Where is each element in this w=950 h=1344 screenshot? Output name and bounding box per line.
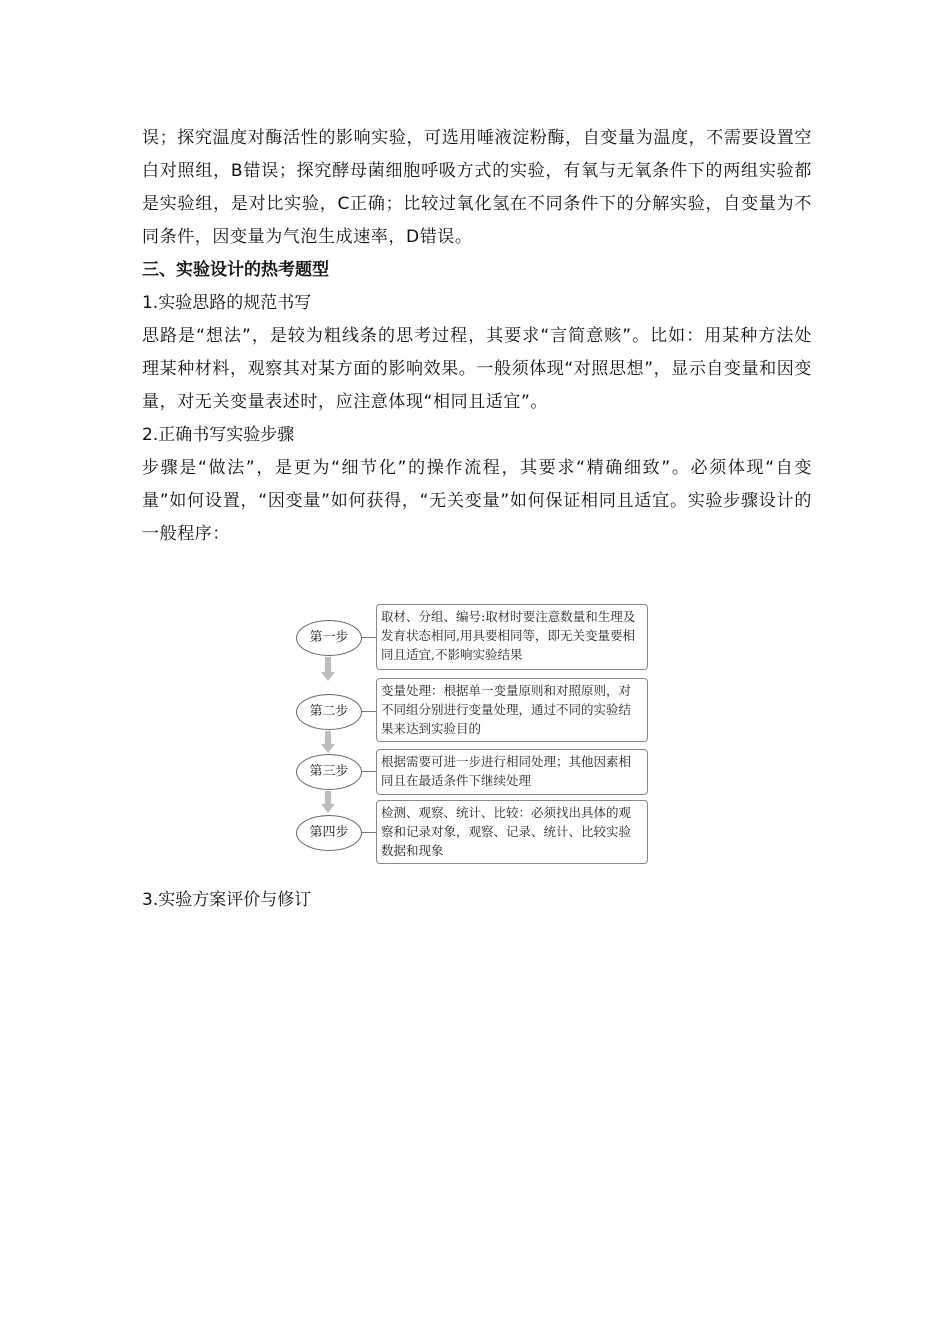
step-2-oval: 第二步 [296, 694, 362, 730]
step-2-connector [362, 711, 376, 712]
arrow-down-icon [325, 731, 331, 745]
step-4-oval: 第四步 [296, 815, 362, 851]
step-3-oval: 第三步 [296, 754, 362, 790]
subsection-text-2: 步骤是“做法”，是更为“细节化”的操作流程，其要求“精确细致”。必须体现“自变量”如何设置，“因变量”如何获得，“无关变量”如何保证相同且适宜。实验步骤设计的一般程序： [142, 458, 812, 544]
step-3-connector [362, 771, 376, 772]
step-1-oval: 第一步 [296, 620, 362, 656]
arrow-down-icon [325, 791, 331, 805]
step-4-connector [362, 832, 376, 833]
step-1-connector [362, 637, 376, 638]
step-4-box: 检测、观察、统计、比较：必须找出具体的观察和记录对象，观察、记录、统计、比较实验数据和现象 [376, 800, 648, 864]
subsection-text-1: 思路是“想法”，是较为粗线条的思考过程，其要求“言简意赅”。比如：用某种方法处理某种材料，观察其对某方面的影响效果。一般须体现“对照思想”，显示自变量和因变量，对无关变量表述时，应注意体现“相同且适宜”。 [142, 326, 813, 412]
step-1-box: 取材、分组、编号:取材时要注意数量和生理及发育状态相同,用具要相同等，即无关变量要相同且适宜,不影响实验结果 [376, 604, 648, 670]
subsection-title-3: 3.实验方案评价与修订 [142, 890, 312, 910]
arrow-down-icon [325, 657, 331, 673]
step-3-box: 根据需要可进一步进行相同处理；其他因素相同且在最适条件下继续处理 [376, 749, 648, 795]
subsection-title-1: 1.实验思路的规范书写 [142, 293, 312, 313]
section-title: 三、实验设计的热考题型 [142, 260, 329, 280]
document-body [142, 122, 812, 551]
procedure-flowchart [294, 604, 654, 866]
step-2-box: 变量处理：根据单一变量原则和对照原则，对不同组分别进行变量处理，通过不同的实验结果来达到实验目的 [376, 678, 648, 742]
subsection-title-2: 2.正确书写实验步骤 [142, 425, 295, 445]
paragraph-top: 误；探究温度对酶活性的影响实验，可选用唾液淀粉酶，自变量为温度，不需要设置空白对照组，B错误；探究酵母菌细胞呼吸方式的实验，有氧与无氧条件下的两组实验都是实验组，是对比实验，C正确；比较过氧化氢在不同条件下的分解实验，自变量为不同条件，因变量为气泡生成速率，D错误。 [142, 128, 812, 247]
